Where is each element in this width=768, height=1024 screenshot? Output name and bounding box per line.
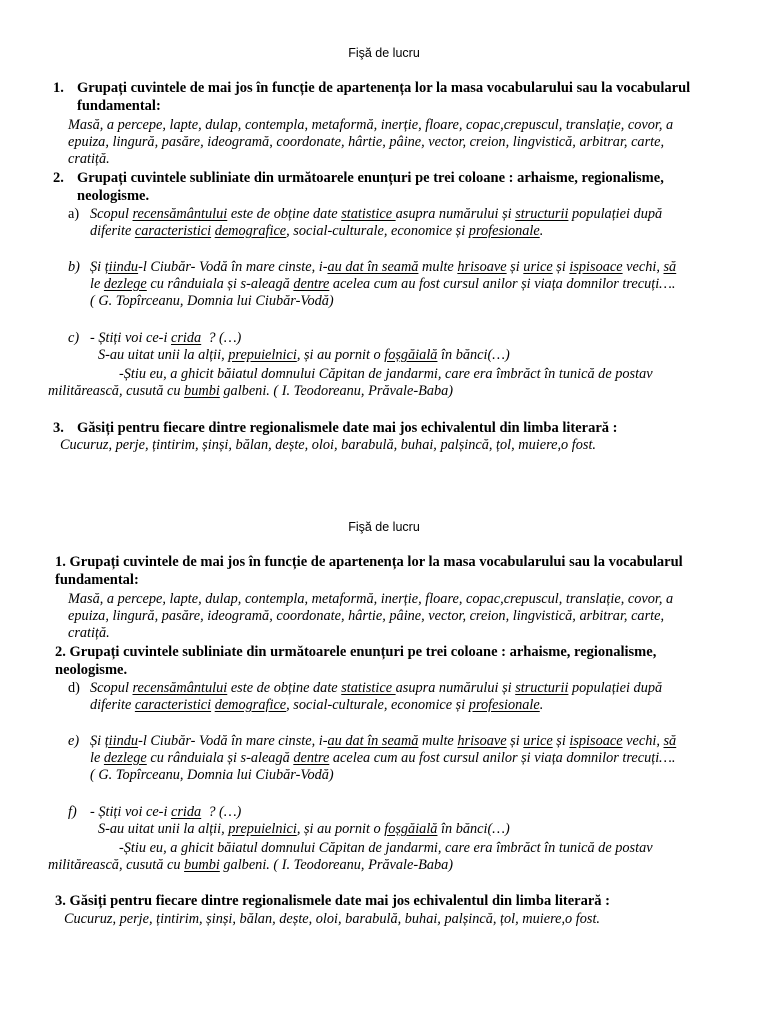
question-1-words-line-1: Masă, a percepe, lapte, dulap, contempla, metaformă, inerție, floare, copac,crepuscul, translație, covor, a bbox=[68, 591, 674, 607]
question-3-words: Cucuruz, perje, țintirim, șinși, bălan, dește, oloi, barabulă, buhai, palșincă, țol, muiere,o fost. bbox=[60, 437, 596, 453]
item-a-line-2: diferite caracteristici demografice, social-culturale, economice și profesionale. bbox=[90, 223, 544, 239]
underlined-word: să bbox=[663, 733, 677, 749]
underlined-word: să bbox=[663, 259, 677, 275]
underlined-word: profesionale bbox=[468, 697, 540, 713]
underlined-word: au dat în seamă bbox=[327, 733, 419, 749]
question-2-line-1: 2. Grupați cuvintele subliniate din următoarele enunțuri pe trei coloane : arhaisme, regionalisme, bbox=[55, 644, 657, 660]
underlined-word: prepuielnici bbox=[228, 821, 297, 837]
underlined-word: profesionale bbox=[468, 223, 540, 239]
question-1-words-line-3: cratiță. bbox=[68, 151, 110, 167]
question-2-line-2: neologisme. bbox=[77, 188, 150, 204]
underlined-word: țiindu bbox=[104, 733, 139, 749]
item-c-line-4: militărească, cusută cu bumbi galbeni. ( I. Teodoreanu, Prăvale-Baba) bbox=[48, 383, 454, 399]
underlined-word: ispisoace bbox=[569, 733, 623, 749]
item-e-line-2: le dezlege cu rânduiala și s-aleagă dentre acelea cum au fost cursul anilor și viața domnilor trecuți…. bbox=[90, 750, 676, 766]
item-f-line-2: S-au uitat unii la alții, prepuielnici, și au pornit o foșgăială în bănci(…) bbox=[98, 821, 510, 837]
item-a-label: a) bbox=[68, 206, 80, 222]
underlined-word: dezlege bbox=[103, 750, 147, 766]
underlined-word: statistice bbox=[341, 680, 396, 696]
question-1-line-2: fundamental: bbox=[55, 572, 139, 588]
underlined-word: foșgăială bbox=[384, 821, 438, 837]
underlined-word: hrisoave bbox=[457, 733, 507, 749]
underlined-word: ispisoace bbox=[569, 259, 623, 275]
underlined-word: caracteristici bbox=[134, 223, 212, 239]
item-e-citation: ( G. Topîrceanu, Domnia lui Ciubăr-Vodă) bbox=[90, 767, 334, 783]
question-1-words-line-2: epuiza, lingură, pasăre, ideogramă, coordonate, hârtie, pâine, vector, creion, lingvistică, arbitrar, carte, bbox=[68, 134, 665, 150]
question-1-line-1: Grupați cuvintele de mai jos în funcție de apartenența lor la masa vocabularului sau la vocabularul bbox=[77, 80, 691, 96]
underlined-word: crida bbox=[171, 330, 202, 346]
question-1-number: 1. bbox=[53, 80, 64, 96]
question-2-line-1: Grupați cuvintele subliniate din următoarele enunțuri pe trei coloane : arhaisme, regionalisme, bbox=[77, 170, 664, 186]
underlined-word: crida bbox=[171, 804, 202, 820]
underlined-word: statistice bbox=[341, 206, 396, 222]
underlined-word: caracteristici bbox=[134, 697, 212, 713]
item-b-line-2: le dezlege cu rânduiala și s-aleagă dentre acelea cum au fost cursul anilor și viața domnilor trecuți…. bbox=[90, 276, 676, 292]
underlined-word: structurii bbox=[515, 680, 569, 696]
underlined-word: dentre bbox=[293, 276, 330, 292]
item-f-line-4: militărească, cusută cu bumbi galbeni. ( I. Teodoreanu, Prăvale-Baba) bbox=[48, 857, 454, 873]
item-d-line-1: Scopul recensământului este de obține date statistice asupra numărului și structurii populației după bbox=[90, 680, 663, 696]
worksheet-title: Fişă de lucru bbox=[348, 520, 420, 534]
question-3-text: 3. Găsiți pentru fiecare dintre regionalismele date mai jos echivalentul din limba literară : bbox=[55, 893, 610, 909]
underlined-word: dezlege bbox=[103, 276, 147, 292]
underlined-word: urice bbox=[523, 259, 553, 275]
underlined-word: urice bbox=[523, 733, 553, 749]
underlined-word: recensământului bbox=[132, 206, 228, 222]
item-c-line-1: - Știți voi ce-i crida ? (…) bbox=[90, 330, 242, 346]
underlined-word: recensământului bbox=[132, 680, 228, 696]
question-2-line-2: neologisme. bbox=[55, 662, 128, 678]
question-1-words-line-2: epuiza, lingură, pasăre, ideogramă, coordonate, hârtie, pâine, vector, creion, lingvistică, arbitrar, carte, bbox=[68, 608, 665, 624]
underlined-word: prepuielnici bbox=[228, 347, 297, 363]
item-c-line-3: -Știu eu, a ghicit băiatul domnului Căpitan de jandarmi, care era îmbrăct în tunică de postav bbox=[119, 366, 653, 382]
underlined-word: țiindu bbox=[104, 259, 139, 275]
underlined-word: bumbi bbox=[184, 383, 220, 399]
question-2-number: 2. bbox=[53, 170, 64, 186]
item-b-label: b) bbox=[68, 259, 80, 275]
item-c-line-2: S-au uitat unii la alții, prepuielnici, și au pornit o foșgăială în bănci(…) bbox=[98, 347, 510, 363]
worksheet-title: Fişă de lucru bbox=[348, 46, 420, 60]
question-3-words: Cucuruz, perje, țintirim, șinși, bălan, dește, oloi, barabulă, buhai, palșincă, țol, muiere,o fost. bbox=[64, 911, 600, 927]
underlined-word: bumbi bbox=[184, 857, 220, 873]
underlined-word: au dat în seamă bbox=[327, 259, 419, 275]
item-b-line-1: Și țiindu-l Ciubăr- Vodă în mare cinste, i-au dat în seamă multe hrisoave și urice și ispisoace vechi, să bbox=[90, 259, 677, 275]
item-d-label: d) bbox=[68, 680, 80, 696]
item-d-line-2: diferite caracteristici demografice, social-culturale, economice și profesionale. bbox=[90, 697, 544, 713]
underlined-word: demografice bbox=[214, 697, 287, 713]
question-1-words-line-3: cratiță. bbox=[68, 625, 110, 641]
item-b-citation: ( G. Topîrceanu, Domnia lui Ciubăr-Vodă) bbox=[90, 293, 334, 309]
underlined-word: foșgăială bbox=[384, 347, 438, 363]
underlined-word: structurii bbox=[515, 206, 569, 222]
question-1-words-line-1: Masă, a percepe, lapte, dulap, contempla, metaformă, inerție, floare, copac,crepuscul, translație, covor, a bbox=[68, 117, 674, 133]
item-a-line-1: Scopul recensământului este de obține date statistice asupra numărului și structurii populației după bbox=[90, 206, 663, 222]
item-c-label: c) bbox=[68, 330, 80, 346]
underlined-word: dentre bbox=[293, 750, 330, 766]
item-f-line-3: -Știu eu, a ghicit băiatul domnului Căpitan de jandarmi, care era îmbrăct în tunică de postav bbox=[119, 840, 653, 856]
question-3-number: 3. bbox=[53, 420, 64, 436]
question-1-line-2: fundamental: bbox=[77, 98, 161, 114]
item-f-line-1: - Știți voi ce-i crida ? (…) bbox=[90, 804, 242, 820]
item-e-line-1: Și țiindu-l Ciubăr- Vodă în mare cinste, i-au dat în seamă multe hrisoave și urice și ispisoace vechi, să bbox=[90, 733, 677, 749]
underlined-word: hrisoave bbox=[457, 259, 507, 275]
underlined-word: demografice bbox=[214, 223, 287, 239]
item-e-label: e) bbox=[68, 733, 80, 749]
item-f-label: f) bbox=[68, 804, 77, 820]
question-1-line-1: 1. Grupați cuvintele de mai jos în funcție de apartenența lor la masa vocabularului sau la vocabularul bbox=[55, 554, 683, 570]
question-3-text: Găsiți pentru fiecare dintre regionalismele date mai jos echivalentul din limba literară : bbox=[77, 420, 618, 436]
